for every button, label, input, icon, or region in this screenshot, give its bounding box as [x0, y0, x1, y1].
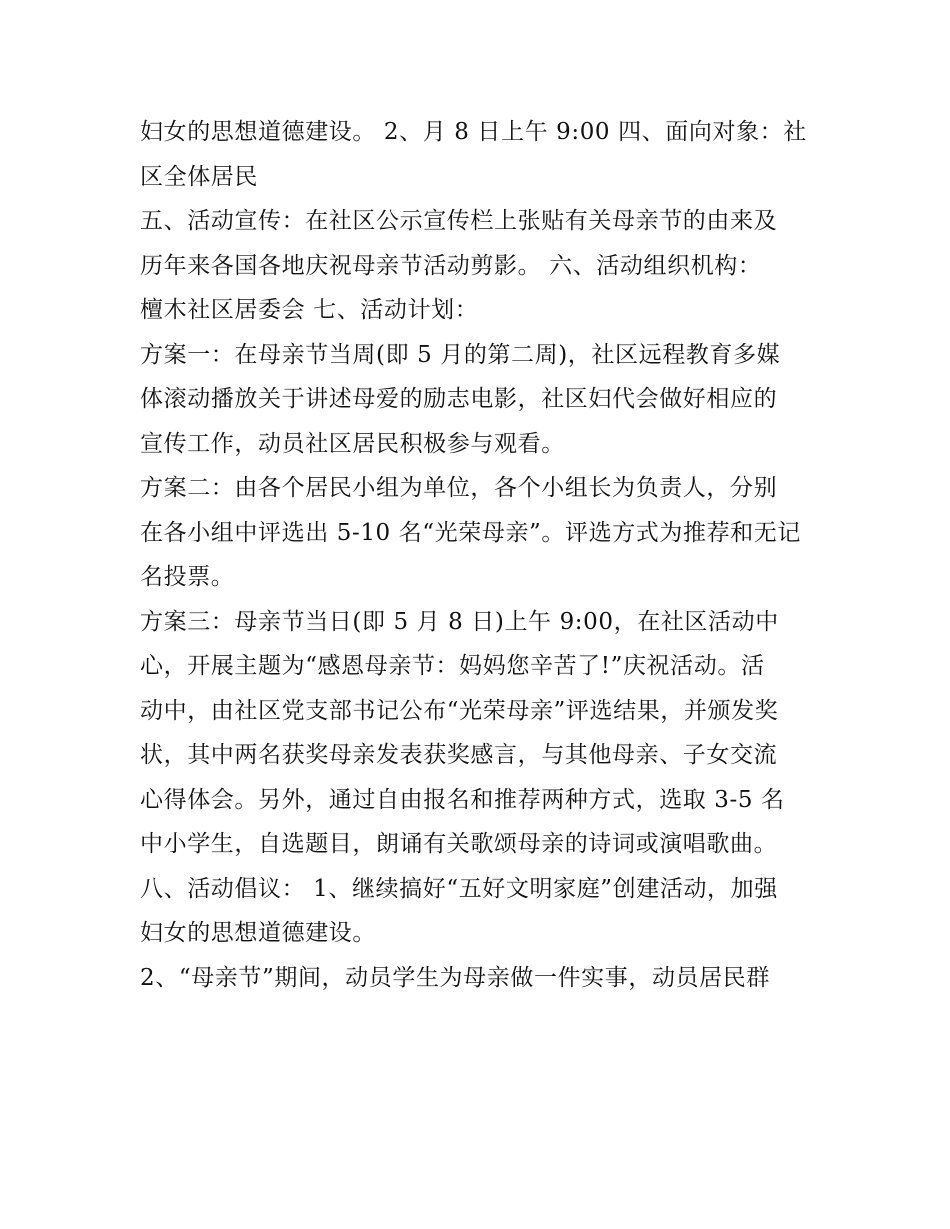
text-line: 区全体居民 [140, 163, 258, 190]
text-line: 名投票。 [140, 564, 235, 590]
text-line: 动中，由社区党支部书记公布“光荣母亲”评选结果，并颁发奖 [140, 697, 779, 724]
text-line: 方案二：由各个居民小组为单位，各个小组长为负责人，分别 [140, 475, 778, 501]
text-line: 方案一：在母亲节当周(即 5 月的第二周)，社区远程教育多媒 [140, 341, 781, 368]
text-line: 檀木社区居委会 七、活动计划： [140, 297, 479, 323]
text-line: 妇女的思想道德建设。 [140, 920, 376, 946]
text-line: 在各小组中评选出 5-10 名“光荣母亲”。评选方式为推荐和无记 [140, 519, 802, 546]
text-line: 方案三：母亲节当日(即 5 月 8 日)上午 9:00，在社区活动中 [140, 608, 779, 635]
text-line: 八、活动倡议： 1、继续搞好“五好文明家庭”创建活动，加强 [140, 875, 778, 902]
text-line: 宣传工作，动员社区居民积极参与观看。 [140, 430, 565, 457]
text-line: 历年来各国各地庆祝母亲节活动剪影。 六、活动组织机构： [140, 252, 762, 279]
text-line: 心，开展主题为“感恩母亲节：妈妈您辛苦了!”庆祝活动。活 [140, 653, 765, 679]
text-line: 2、“母亲节”期间，动员学生为母亲做一件实事，动员居民群 [140, 964, 770, 991]
text-line: 中小学生，自选题目，朗诵有关歌颂母亲的诗词或演唱歌曲。 [140, 831, 778, 857]
text-line: 体滚动播放关于讲述母爱的励志电影，社区妇代会做好相应的 [140, 386, 778, 412]
text-line: 妇女的思想道德建设。 2、月 8 日上午 9:00 四、面向对象：社 [140, 119, 807, 145]
text-line: 状，其中两名获奖母亲发表获奖感言，与其他母亲、子女交流 [140, 742, 778, 768]
text-line: 心得体会。另外，通过自由报名和推荐两种方式，选取 3-5 名 [140, 786, 785, 813]
document-body [140, 110, 830, 1000]
text-line: 五、活动宣传：在社区公示宣传栏上张贴有关母亲节的由来及 [140, 208, 778, 234]
